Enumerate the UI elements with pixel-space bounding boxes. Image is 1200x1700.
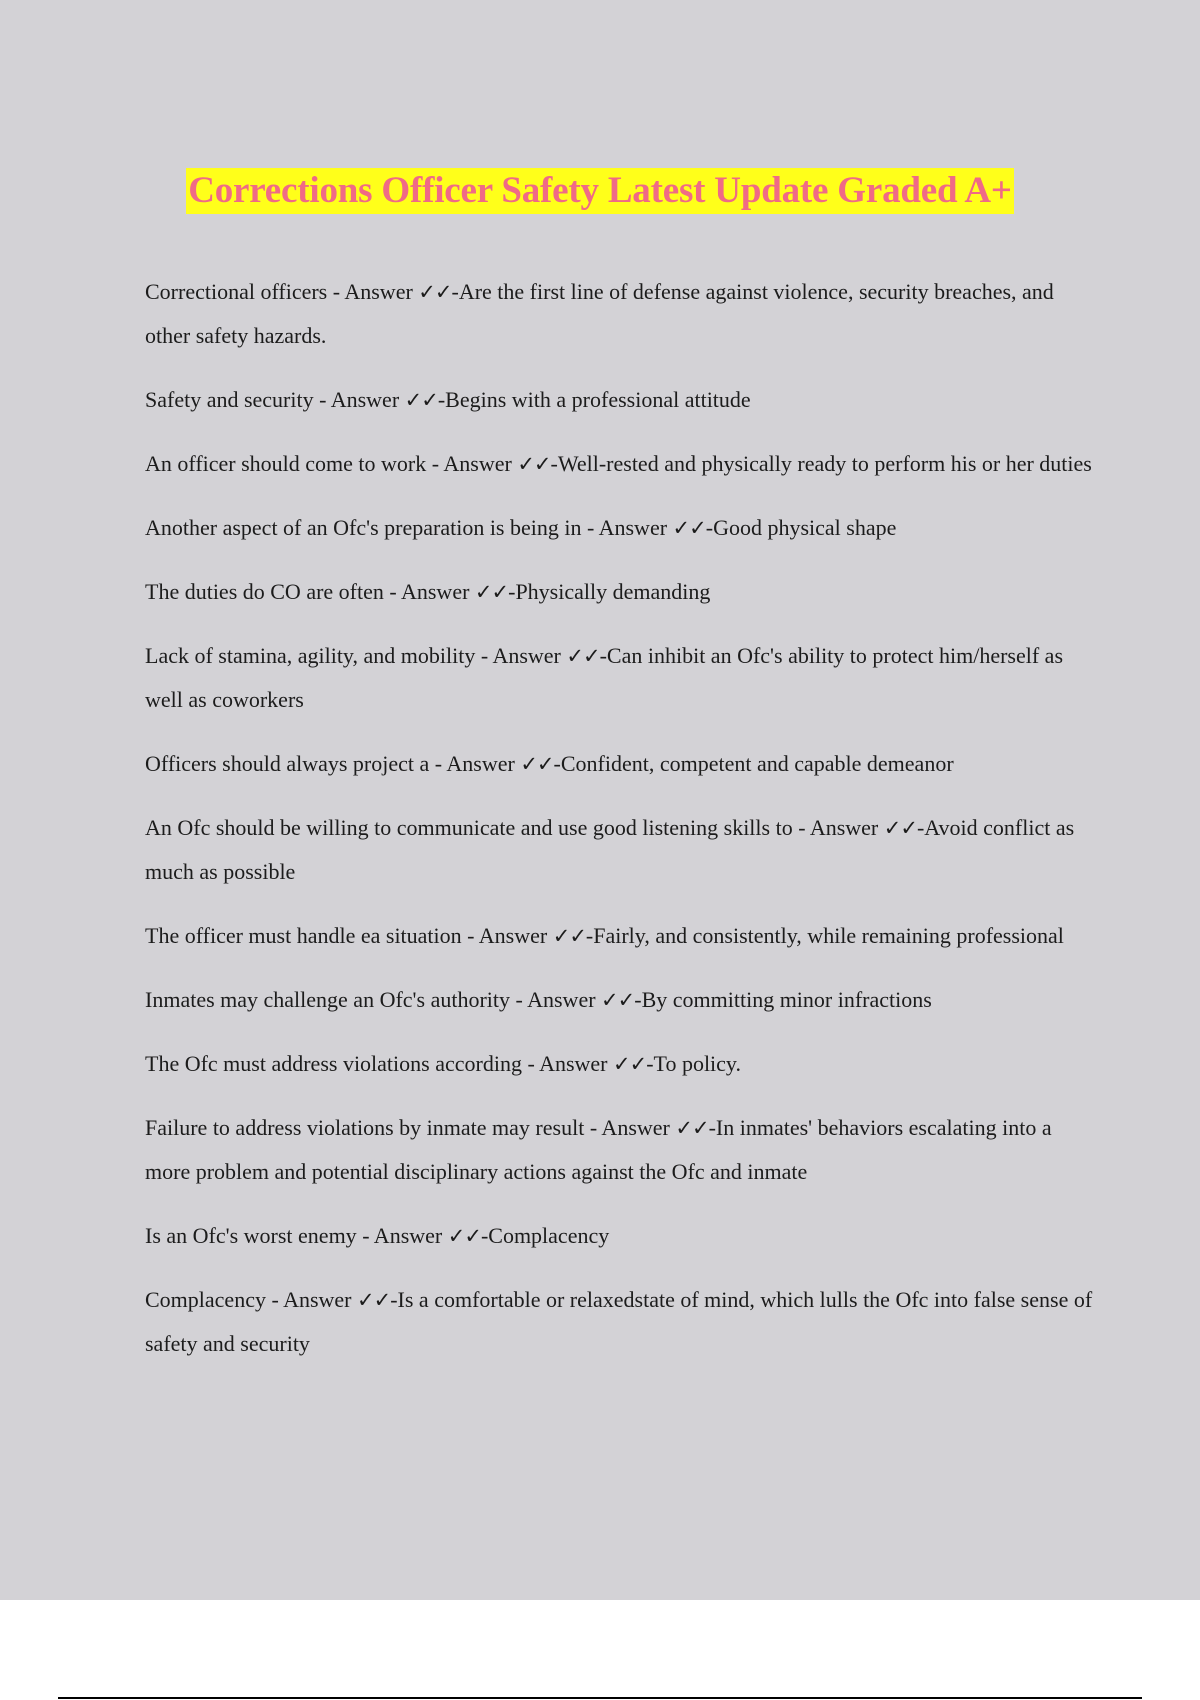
- double-check-icon: ✓✓: [672, 516, 706, 540]
- double-check-icon: ✓✓: [883, 816, 917, 840]
- double-check-icon: ✓✓: [447, 1224, 481, 1248]
- answer-separator: - Answer: [356, 1223, 448, 1248]
- qa-item: [145, 914, 1095, 958]
- answer-text: -Can inhibit an Ofc's ability to protect him/herself as well as coworkers: [145, 643, 1064, 712]
- qa-item: [145, 442, 1095, 486]
- double-check-icon: ✓✓: [552, 924, 586, 948]
- question-text: The Ofc must address violations according: [145, 1051, 522, 1076]
- double-check-icon: ✓✓: [613, 1052, 647, 1076]
- answer-text: -Physically demanding: [508, 579, 711, 604]
- qa-list: [145, 270, 1095, 1386]
- question-text: Failure to address violations by inmate may result: [145, 1115, 585, 1140]
- question-text: Officers should always project a: [145, 751, 430, 776]
- answer-text: -Begins with a professional attitude: [437, 387, 751, 412]
- document-title: Corrections Officer Safety Latest Update Graded A+: [186, 168, 1014, 214]
- answer-text: -In inmates' behaviors escalating into a more problem and potential disciplinary actions against the Ofc and inmate: [145, 1115, 1052, 1184]
- double-check-icon: ✓✓: [517, 452, 551, 476]
- answer-separator: - Answer: [584, 1115, 676, 1140]
- double-check-icon: ✓✓: [601, 988, 635, 1012]
- double-check-icon: ✓✓: [520, 752, 554, 776]
- qa-item: [145, 1278, 1095, 1366]
- answer-text: -Are the first line of defense against violence, security breaches, and other safety hazards.: [145, 279, 1054, 348]
- answer-separator: - Answer: [521, 1051, 614, 1076]
- qa-item: [145, 1214, 1095, 1258]
- answer-separator: - Answer: [265, 1287, 358, 1312]
- answer-text: -Is a comfortable or relaxedstate of mind, which lulls the Ofc into false sense of safety and security: [145, 1287, 1093, 1356]
- answer-text: -Well-rested and physically ready to perform his or her duties: [550, 451, 1092, 476]
- qa-item: [145, 1106, 1095, 1194]
- answer-separator: - Answer: [581, 515, 673, 540]
- question-text: Inmates may challenge an Ofc's authority: [145, 987, 510, 1012]
- answer-text: -To policy.: [646, 1051, 742, 1076]
- question-text: Correctional officers: [145, 279, 328, 304]
- double-check-icon: ✓✓: [418, 280, 452, 304]
- footer-divider: [58, 1697, 1142, 1699]
- answer-separator: - Answer: [383, 579, 475, 604]
- answer-separator: - Answer: [327, 279, 419, 304]
- qa-item: [145, 570, 1095, 614]
- qa-item: [145, 378, 1095, 422]
- qa-item: [145, 978, 1095, 1022]
- question-text: Is an Ofc's worst enemy: [145, 1223, 357, 1248]
- answer-separator: - Answer: [510, 987, 602, 1012]
- double-check-icon: ✓✓: [566, 644, 600, 668]
- question-text: An officer should come to work: [145, 451, 427, 476]
- question-text: Another aspect of an Ofc's preparation is being in: [145, 515, 582, 540]
- qa-item: [145, 742, 1095, 786]
- question-text: The officer must handle ea situation: [145, 923, 462, 948]
- answer-separator: - Answer: [313, 387, 405, 412]
- question-text: Safety and security: [145, 387, 314, 412]
- double-check-icon: ✓✓: [357, 1288, 391, 1312]
- question-text: Complacency: [145, 1287, 266, 1312]
- double-check-icon: ✓✓: [474, 580, 509, 604]
- answer-separator: - Answer: [461, 923, 553, 948]
- answer-text: -Fairly, and consistently, while remaining professional: [585, 923, 1064, 948]
- question-text: An Ofc should be willing to communicate and use good listening skills to: [145, 815, 793, 840]
- answer-text: -Avoid conflict as much as possible: [145, 815, 1075, 884]
- double-check-icon: ✓✓: [404, 388, 438, 412]
- question-text: The duties do CO are often: [145, 579, 384, 604]
- answer-separator: - Answer: [426, 451, 518, 476]
- answer-separator: - Answer: [475, 643, 567, 668]
- qa-item: [145, 806, 1095, 894]
- title-wrap: [0, 168, 1200, 214]
- qa-item: [145, 1042, 1095, 1086]
- qa-item: [145, 634, 1095, 722]
- qa-item: [145, 270, 1095, 358]
- question-text: Lack of stamina, agility, and mobility: [145, 643, 476, 668]
- answer-separator: - Answer: [792, 815, 884, 840]
- qa-item: [145, 506, 1095, 550]
- answer-text: -Confident, competent and capable demeanor: [553, 751, 954, 776]
- answer-separator: - Answer: [429, 751, 521, 776]
- answer-text: -Complacency: [480, 1223, 610, 1248]
- answer-text: -Good physical shape: [705, 515, 897, 540]
- double-check-icon: ✓✓: [675, 1116, 709, 1140]
- answer-text: -By committing minor infractions: [634, 987, 932, 1012]
